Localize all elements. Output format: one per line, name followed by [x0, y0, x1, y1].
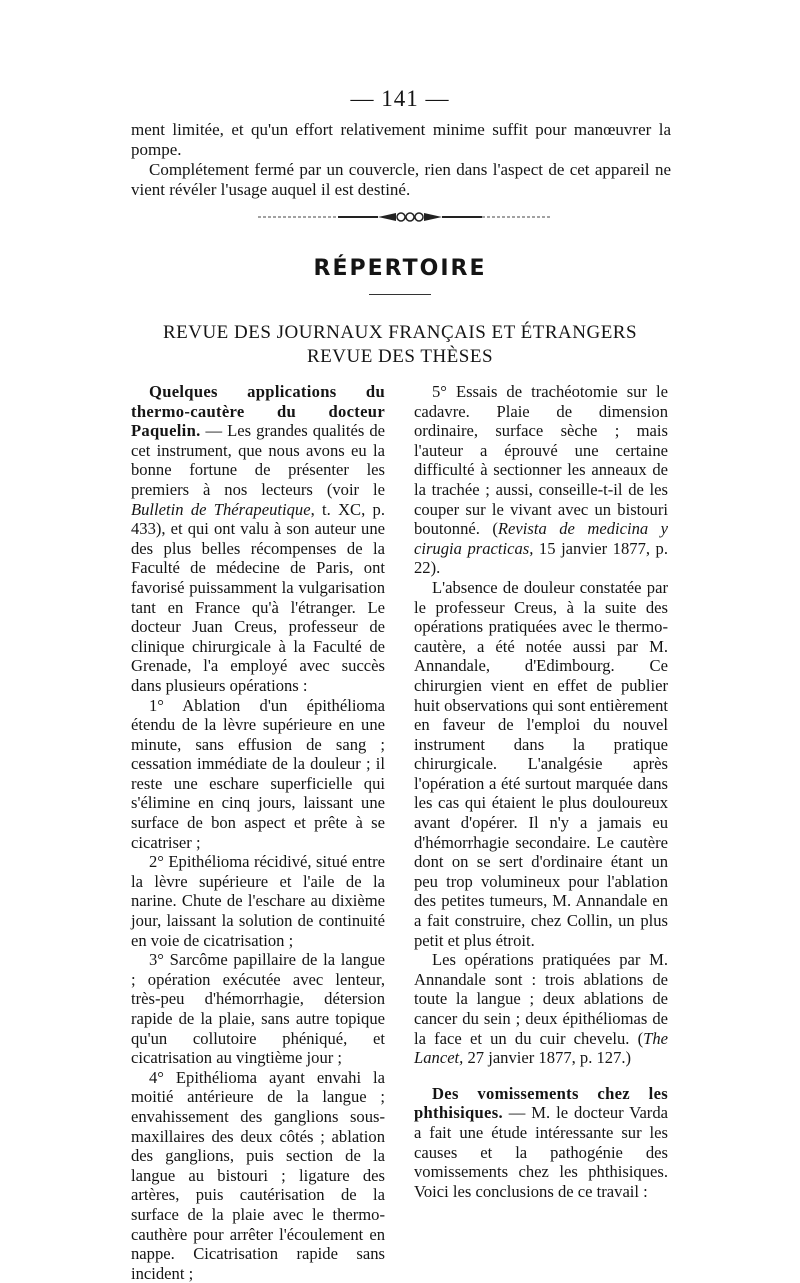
subheading-journals: REVUE DES JOURNAUX FRANÇAIS ET ÉTRANGERS [162, 322, 638, 343]
journal-title: Revista de medicina y cirugia practicas, [414, 519, 668, 558]
article-intro: Quelques applications du thermo-cautère du docteur Paquelin. — Les grandes qualités de cet instrument, que nous avons eu la bonne fortune de présenter les premiers à nos lecteurs (voir le Bulletin de Thérapeutique, t. XC, p. 433), et qui ont valu à son auteur une des plus belles récompenses de la Faculté de médecine de Paris, ont favorisé puissamment la vulgarisation tant en France qu'à l'étranger. Le docteur Juan Creus, professeur de clinique chirurgicale à la Faculté de Grenade, l'a employé avec succès dans plusieurs opérations : [131, 382, 386, 695]
journal-title: Bulletin de Thérapeutique [131, 499, 311, 519]
list-item: 2° Epithélioma récidivé, situé entre la lèvre supérieure et l'aile de la narine. Chute de l'eschare au dixième jour, laissant la solution de continuité en voie de cicatrisation ; [131, 852, 385, 950]
article-paragraph: Les opérations pratiquées par M. Annandale sont : trois ablations de toute la langue ; deux ablations de cancer du sein ; deux épithéliomas de la face et un du cuir chevelu. (The Lancet, 27 janvier 1877, p. 127.) [414, 950, 668, 1068]
subheading-theses: REVUE DES THÈSES [306, 346, 494, 367]
spacer [414, 1068, 668, 1084]
column-right [414, 382, 668, 1201]
list-item: 4° Epithélioma ayant envahi la moitié antérieure de la langue ; envahissement des ganglions sous-maxillaires des deux côtés ; ablation des ganglions, puis section de la langue au bistouri ; ligature des artères, puis cautérisation de la surface de la plaie avec le thermo-cauthère pour arrêter l'écoulement en nappe. Cicatrisation rapide sans incident ; [131, 1067, 385, 1283]
ornament-divider-icon [258, 211, 552, 223]
article-paragraph: L'absence de douleur constatée par le professeur Creus, à la suite des opérations pratiquées avec le thermo-cautère, a été notée aussi par M. Annandale, d'Edimbourg. Ce chirurgien vient en effet de publier huit observations qui sont entièrement en faveur de l'emploi du nouvel instrument dans la pratique chirurgicale. L'analgésie après l'opération a été surtout marquée dans les cas qui étaient le plus douloureux avant d'opérer. Il n'y a jamais eu d'hémorrhagie secondaire. Le cautère dont on se sert d'ordinaire étant un peu trop volumineux pour l'ablation des petites tumeurs, M. Annandale en a fait construire, chez Collin, un plus petit et plus étroit. [414, 577, 668, 950]
page-number: — 141 — [350, 86, 450, 111]
intro-text [131, 120, 671, 200]
list-item: 3° Sarcôme papillaire de la langue ; opération exécutée avec lenteur, très-peu d'hémorrhagie, détersion rapide de la plaie, sans autre topique qu'un collutoire phéniqué, et cicatrisation au vingtième jour ; [131, 950, 385, 1068]
list-item: 1° Ablation d'un épithélioma étendu de la lèvre supérieure en une minute, sans effusion de sang ; cessation immédiate de la douleur ; il reste une eschare superficielle qui s'élimine en cinq jours, laissant une surface de bon aspect et prête à se cicatriser ; [131, 695, 385, 852]
article-heading: Quelques applications du thermo-cautère du docteur Paquelin. [131, 382, 385, 441]
journal-title: The Lancet, [414, 1028, 668, 1068]
section-title: RÉPERTOIRE [313, 256, 487, 281]
article-intro: Des vomissements chez les phthisiques. — M. le docteur Varda a fait une étude intéressante sur les causes et la pathogénie des vomissements chez les phthisiques. Voici les conclusions de ce travail : [414, 1083, 668, 1201]
list-item: 5° Essais de trachéotomie sur le cadavre. Plaie de dimension ordinaire, surface sèche ; mais l'auteur a éprouvé une certaine difficulté à sectionner les anneaux de la trachée ; aussi, conseille-t-il de les couper sur le vivant avec un bistouri boutonné. (Revista de medicina y cirugia practicas, 15 janvier 1877, p. 22). [414, 382, 668, 578]
article-heading: Des vomissements chez les phthisiques. [414, 1083, 668, 1123]
title-rule [369, 294, 431, 295]
intro-paragraph: Complétement fermé par un couvercle, rien dans l'aspect de cet appareil ne vient révéler l'usage auquel il est destiné. [131, 160, 671, 199]
column-left [131, 382, 385, 1283]
intro-paragraph: ment limitée, et qu'un effort relativement minime suffit pour manœuvrer la pompe. [131, 120, 671, 159]
